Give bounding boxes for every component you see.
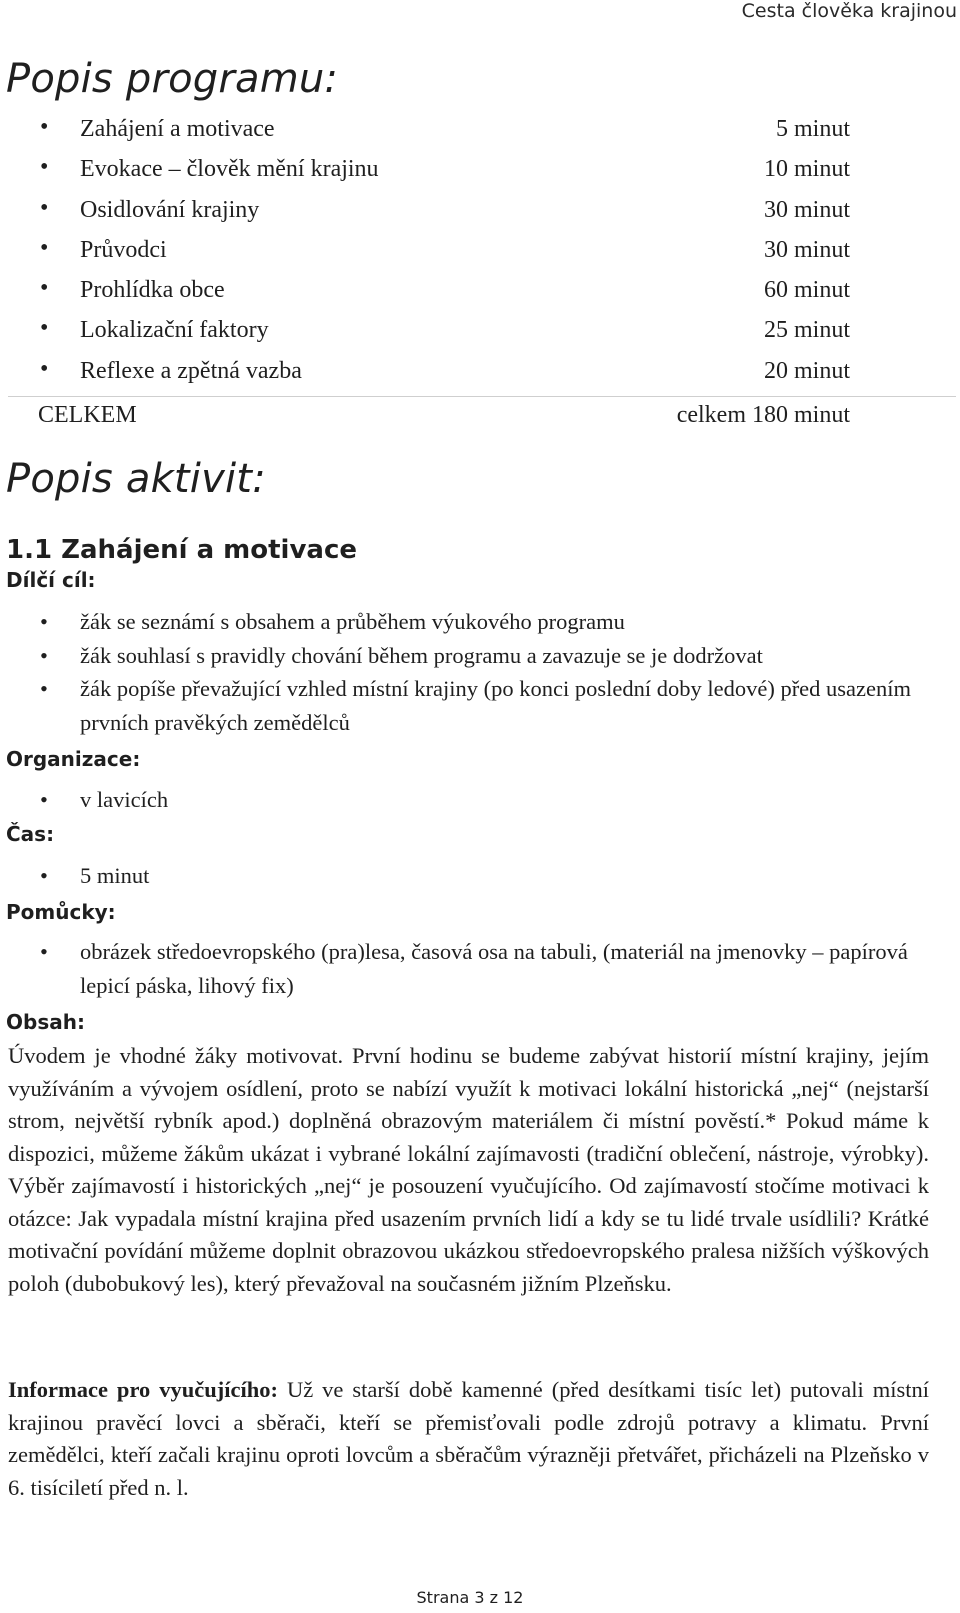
teacher-info-label: Informace pro vyučujícího: bbox=[8, 1377, 278, 1402]
bullet-icon: • bbox=[40, 609, 48, 634]
schedule-row bbox=[0, 193, 860, 233]
bullet-icon: • bbox=[40, 275, 49, 302]
schedule-row bbox=[0, 152, 860, 192]
teacher-info-text: Už ve starší době kamenné (před desítkami tisíc let) putovali místní krajinou pravěcí lovci a sběrači, kteří se přemisťovali podle zdrojů potravy a klimatu. První zemědělci, kteří začali krajinu oproti lovcům a sběračům výrazněji přetvářet, přicházeli na Plzeňsko v 6. tisíciletí před n. l. bbox=[8, 1377, 929, 1500]
schedule-row bbox=[0, 112, 860, 152]
time-text: 5 minut bbox=[80, 863, 150, 888]
organization-heading: Organizace: bbox=[6, 747, 141, 771]
page-number: Strana 3 z 12 bbox=[416, 1588, 524, 1607]
list-item bbox=[0, 859, 960, 893]
content-heading: Obsah: bbox=[6, 1010, 85, 1034]
aids-text: obrázek středoevropského (pra)lesa, časová osa na tabuli, (materiál na jmenovky – papírová lepicí páska, lihový fix) bbox=[80, 939, 908, 998]
schedule-label: Zahájení a motivace bbox=[80, 116, 275, 142]
goal-text: žák souhlasí s pravidly chování během programu a zavazuje se je dodržovat bbox=[80, 642, 763, 668]
schedule-row bbox=[0, 313, 860, 353]
schedule-total-row bbox=[0, 402, 860, 442]
schedule-label: Prohlídka obce bbox=[80, 277, 225, 304]
bullet-icon: • bbox=[40, 154, 49, 181]
organization-text: v lavicích bbox=[80, 787, 169, 812]
schedule-duration: 20 minut bbox=[763, 357, 850, 384]
activities-title: Popis aktivit: bbox=[6, 456, 266, 502]
schedule-label: Osidlování krajiny bbox=[80, 196, 260, 223]
schedule-duration: 60 minut bbox=[763, 277, 850, 304]
bullet-icon: • bbox=[40, 787, 48, 812]
goal-text: žák popíše převažující vzhled místní krajiny (po konci poslední doby ledové) před usazením prvních pravěkých zemědělců bbox=[80, 676, 912, 735]
running-title: Cesta člověka krajinou bbox=[741, 0, 957, 22]
schedule-label: Reflexe a zpětná vazba bbox=[80, 357, 302, 384]
section-title: 1.1 Zahájení a motivace bbox=[6, 535, 358, 565]
content-paragraph: Úvodem je vhodné žáky motivovat. První hodinu se budeme zabývat historií místní krajiny, jejím využíváním a vývojem osídlení, proto se nabízí využít k motivaci lokální historická „nej“ (nejstarší strom, největší rybník apod.) doplněná obrazovým materiálem či místní pověstí.* Pokud máme k dispozici, můžeme žákům ukázat i vybrané lokální zajímavosti (tradiční oblečení, nástroje, výrobky). Výběr zajímavostí i historických „nej“ je posouzení vyučujícího. Od zajímavostí stočíme motivaci k otázce: Jak vypadala místní krajina před usazením prvních lidí a kdy se tu lidé trvale usídlili? Krátké motivační povídání můžeme doplnit obrazovou ukázkou středoevropského pralesa nižších výškových poloh (dubobukový les), který převažoval na současném jižním Plzeňsku. bbox=[8, 1043, 929, 1296]
program-schedule bbox=[0, 112, 860, 394]
list-item bbox=[0, 605, 960, 639]
schedule-label: Evokace – člověk mění krajinu bbox=[80, 156, 379, 183]
schedule-duration: 30 minut bbox=[763, 236, 850, 263]
aids-list bbox=[0, 935, 960, 1002]
schedule-row bbox=[0, 354, 860, 394]
program-title: Popis programu: bbox=[6, 56, 339, 102]
list-item bbox=[0, 672, 960, 739]
schedule-divider bbox=[8, 396, 956, 397]
bullet-icon: • bbox=[40, 939, 48, 964]
goal-list bbox=[0, 605, 960, 739]
goal-heading: Dílčí cíl: bbox=[6, 568, 96, 592]
schedule-duration: 30 minut bbox=[763, 196, 850, 223]
schedule-row bbox=[0, 273, 860, 313]
bullet-icon: • bbox=[40, 863, 48, 888]
schedule-row bbox=[0, 233, 860, 273]
teacher-info-paragraph bbox=[8, 1374, 929, 1504]
time-heading: Čas: bbox=[6, 822, 55, 846]
bullet-icon: • bbox=[40, 194, 49, 221]
aids-heading: Pomůcky: bbox=[6, 900, 116, 924]
list-item bbox=[0, 783, 960, 817]
schedule-duration: 25 minut bbox=[763, 317, 850, 344]
schedule-label: Lokalizační faktory bbox=[80, 317, 269, 344]
schedule-label: Průvodci bbox=[80, 236, 167, 263]
bullet-icon: • bbox=[40, 642, 48, 668]
schedule-duration: 10 minut bbox=[763, 156, 850, 183]
list-item bbox=[0, 935, 960, 1002]
bullet-icon: • bbox=[40, 355, 49, 382]
bullet-icon: • bbox=[40, 114, 49, 140]
time-list bbox=[0, 859, 960, 893]
list-item bbox=[0, 639, 960, 673]
schedule-duration: 5 minut bbox=[775, 116, 850, 142]
bullet-icon: • bbox=[40, 234, 49, 261]
goal-text: žák se seznámí s obsahem a průběhem výukového programu bbox=[80, 609, 625, 634]
organization-list bbox=[0, 783, 960, 817]
bullet-icon: • bbox=[40, 676, 48, 701]
total-label: CELKEM bbox=[38, 402, 137, 428]
bullet-icon: • bbox=[40, 315, 49, 342]
total-value: celkem 180 minut bbox=[676, 402, 850, 428]
